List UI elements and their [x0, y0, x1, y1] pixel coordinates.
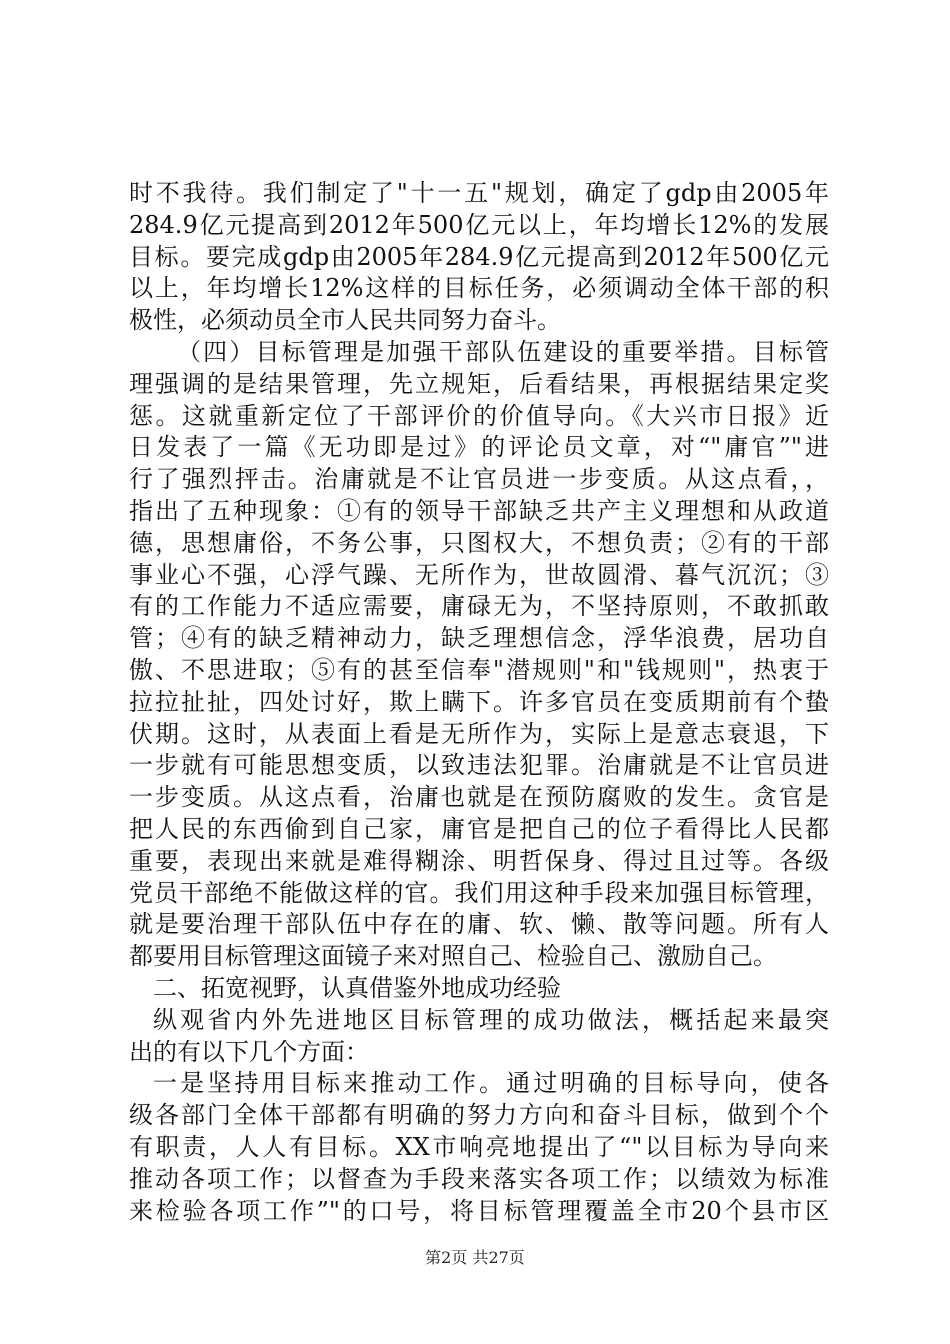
- text-line: 伏期。这时，从表面上看是无所作为，实际上是意志衰退，下: [129, 719, 829, 748]
- text-line: 指出了五种现象：①有的领导干部缺乏共产主义理想和从政道: [129, 496, 829, 525]
- text-line: 一步变质。从这点看，治庸也就是在预防腐败的发生。贪官是: [129, 783, 829, 812]
- text-line: 党员干部绝不能做这样的官。我们用这种手段来加强目标管理，: [129, 878, 829, 907]
- document-body: [129, 178, 829, 1227]
- text-line: 有职责，人人有目标。XX市响亮地提出了“"以目标为导向来: [129, 1132, 829, 1161]
- text-line: 傲、不思进取；⑤有的甚至信奉"潜规则"和"钱规则"，热衷于: [129, 655, 829, 684]
- text-line: 日发表了一篇《无功即是过》的评论员文章，对“"庸官”"进: [129, 433, 829, 462]
- text-line: 以上，年均增长12%这样的目标任务，必须调动全体干部的积: [129, 274, 829, 303]
- text-line: （四）目标管理是加强干部队伍建设的重要举措。目标管: [177, 337, 829, 366]
- text-line: 出的有以下几个方面：: [129, 1037, 369, 1066]
- text-line: 都要用目标管理这面镜子来对照自己、检验自己、激励自己。: [129, 942, 777, 971]
- text-line: 二、拓宽视野，认真借鉴外地成功经验: [153, 973, 561, 1002]
- text-line: 德，思想庸俗，不务公事，只图权大，不想负责；②有的干部: [129, 528, 829, 557]
- text-line: 行了强烈抨击。治庸就是不让官员进一步变质。从这点看，，: [129, 465, 829, 494]
- text-line: 时不我待。我们制定了"十一五"规划，确定了gdp由2005年: [129, 179, 829, 207]
- text-line: 管；④有的缺乏精神动力，缺乏理想信念，浮华浪费，居功自: [129, 624, 829, 653]
- text-line: 事业心不强，心浮气躁、无所作为，世故圆滑、暮气沉沉；③: [129, 560, 829, 589]
- text-line: 拉拉扯扯，四处讨好，欺上瞒下。许多官员在变质期前有个蛰: [129, 687, 829, 716]
- page-number-footer: 第2页 共27页: [425, 1248, 525, 1267]
- text-line: 有的工作能力不适应需要，庸碌无为，不坚持原则，不敢抓敢: [129, 592, 829, 621]
- text-line: 级各部门全体干部都有明确的努力方向和奋斗目标，做到个个: [129, 1101, 829, 1130]
- text-line: 极性，必须动员全市人民共同努力奋斗。: [129, 306, 561, 335]
- text-line: 把人民的东西偷到自己家，庸官是把自己的位子看得比人民都: [129, 814, 829, 843]
- text-line: 重要，表现出来就是难得糊涂、明哲保身、得过且过等。各级: [129, 846, 829, 875]
- text-line: 推动各项工作；以督查为手段来落实各项工作；以绩效为标准: [129, 1164, 829, 1193]
- text-line: 来检验各项工作”"的口号，将目标管理覆盖全市20个县市区: [129, 1196, 829, 1225]
- text-line: 就是要治理干部队伍中存在的庸、软、懒、散等问题。所有人: [129, 910, 829, 939]
- text-line: 理强调的是结果管理，先立规矩，后看结果，再根据结果定奖: [129, 369, 829, 398]
- text-line: 惩。这就重新定位了干部评价的价值导向。《大兴市日报》近: [129, 401, 829, 430]
- text-line: 目标。要完成gdp由2005年284.9亿元提高到2012年500亿元: [129, 242, 829, 271]
- text-line: 一是坚持用目标来推动工作。通过明确的目标导向，使各: [153, 1069, 829, 1098]
- text-line: 纵观省内外先进地区目标管理的成功做法，概括起来最突: [153, 1005, 829, 1034]
- text-line: 284.9亿元提高到2012年500亿元以上，年均增长12%的发展: [129, 210, 829, 239]
- text-line: 一步就有可能思想变质，以致违法犯罪。治庸就是不让官员进: [129, 751, 829, 780]
